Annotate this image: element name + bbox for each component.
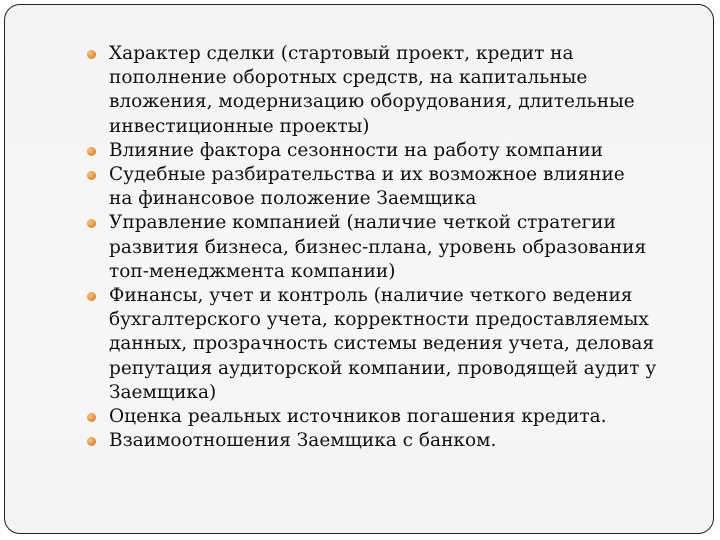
slide (4, 4, 714, 534)
bullet-dot-icon (87, 413, 96, 422)
bullet-text: Влияние фактора сезонности на работу компании (109, 139, 604, 161)
bullet-dot-icon (87, 147, 96, 156)
bullet-dot-icon (87, 292, 96, 301)
bullet-list (87, 42, 687, 453)
bullet-item-management (87, 211, 687, 284)
bullet-item-finance-control (87, 284, 687, 405)
bullet-text: Управление компанией (наличие четкой стратегии развития бизнеса, бизнес-плана, уровень образования топ-менеджмента компании) (109, 212, 647, 282)
bullet-dot-icon (87, 437, 96, 446)
bullet-item-deal-character (87, 42, 687, 139)
bullet-dot-icon (87, 171, 96, 180)
bullet-item-seasonality (87, 139, 687, 163)
bullet-text: Характер сделки (стартовый проект, кредит на пополнение оборотных средств, на капитальные вложения, модернизацию оборудования, длительные инвестиционные проекты) (109, 43, 635, 137)
bullet-text: Судебные разбирательства и их возможное влияние на финансовое положение Заемщика (109, 164, 625, 210)
bullet-text: Оценка реальных источников погашения кредита. (109, 406, 607, 428)
bullet-item-litigation (87, 163, 687, 211)
bullet-text: Финансы, учет и контроль (наличие четкого ведения бухгалтерского учета, корректности предоставляемых данных, прозрачность системы ведения учета, деловая репутация аудиторской компании, проводящей аудит у Заемщика) (109, 285, 657, 403)
bullet-item-bank-relations (87, 429, 687, 453)
bullet-item-repayment-sources (87, 405, 687, 429)
bullet-dot-icon (87, 50, 96, 59)
bullet-dot-icon (87, 219, 96, 228)
bullet-text: Взаимоотношения Заемщика с банком. (109, 430, 497, 452)
